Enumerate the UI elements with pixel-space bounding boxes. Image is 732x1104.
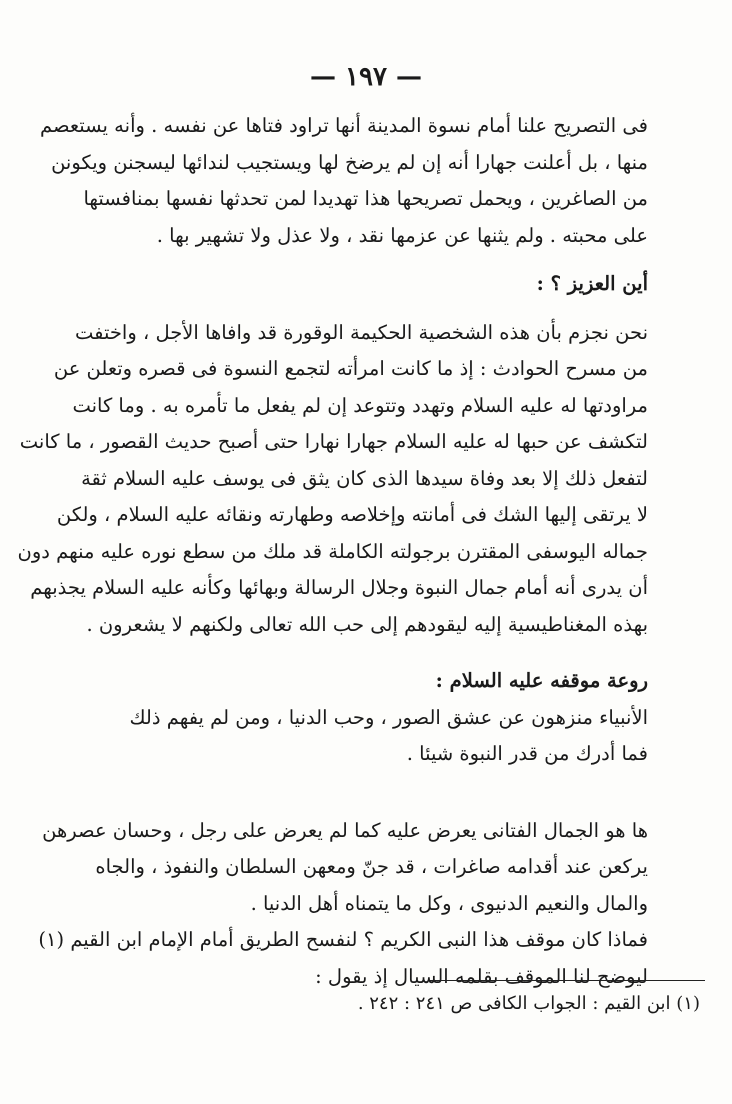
text-line: فى التصريح علنا أمام نسوة المدينة أنها تراود فتاها عن نفسه . وأنه يستعصم <box>39 114 648 137</box>
text-line: ليوضح لنا الموقف بقلمه السيال إذ يقول : <box>315 964 648 988</box>
text-line: لتكشف عن حبها له عليه السلام جهارا نهارا حتى أصبح حديث القصور ، ما كانت <box>19 430 648 453</box>
text-line: من الصاغرين ، ويحمل تصريحها هذا تهديدا لمن تحدثها نفسها بمنافستها <box>83 187 648 210</box>
paragraph-4 <box>42 813 648 923</box>
text-line: منها ، بل أعلنت جهارا أنه إن لم يرضخ لها ويستجيب لندائها ليسجنن ويكونن <box>51 150 648 174</box>
text-line: والمال والنعيم الدنيوى ، وكل ما يتمناه أهل الدنيا . <box>250 891 648 915</box>
text-line: بهذه المغناطيسية إليه ليقودهم إلى حب الله تعالى ولكنهم لا يشعرون . <box>86 612 648 636</box>
text-line: على محبته . ولم يثنها عن عزمها نقد ، ولا عذل ولا تشهير بها . <box>156 223 648 247</box>
paragraph-2 <box>17 315 648 644</box>
text-line: فما أدرك من قدر النبوة شيئا . <box>406 742 648 765</box>
text-line: مراودتها له عليه السلام وتهدد وتتوعد إن لم يفعل ما تأمره به . وما كانت <box>72 393 648 417</box>
text-line: فماذا كان موقف هذا النبى الكريم ؟ لنفسح الطريق أمام الإمام ابن القيم (١) <box>38 928 648 951</box>
footnote-divider <box>430 980 705 981</box>
text-line: أن يدرى أنه أمام جمال النبوة وجلال الرسالة وبهائها وكأنه عليه السلام يجذبهم <box>30 576 648 599</box>
section-heading-rawa: روعة موقفه عليه السلام : <box>435 669 648 692</box>
text-line: ها هو الجمال الفتانى يعرض عليه كما لم يعرض على رجل ، وحسان عصرهن <box>42 818 648 842</box>
footnote: (١) ابن القيم : الجواب الكافى ص ٢٤١ : ٢٤٢ . <box>357 993 700 1014</box>
text-line: جماله اليوسفى المقترن برجولته الكاملة قد ملك من سطع نوره عليه منهم دون <box>17 539 648 563</box>
section-heading-aziz: أين العزيز ؟ : <box>536 272 648 295</box>
text-line: لتفعل ذلك إلا بعد وفاة سيدها الذى كان يثق فى يوسف عليه السلام ثقة <box>81 466 648 490</box>
text-line: نحن نجزم بأن هذه الشخصية الحكيمة الوقورة قد وافاها الأجل ، واختفت <box>74 320 648 344</box>
text-line: الأنبياء منزهون عن عشق الصور ، وحب الدنيا ، ومن لم يفهم ذلك <box>129 705 648 729</box>
page-number: — ١٩٧ — <box>309 62 423 92</box>
text-line: من مسرح الحوادث : إذ ما كانت امرأته لتجمع النسوة فى قصره وتعلن عن <box>53 357 648 380</box>
paragraph-1 <box>39 108 648 254</box>
paragraph-5 <box>38 922 648 995</box>
text-line: لا يرتقى إليها الشك فى أمانته وإخلاصه وطهارته ونقائه عليه السلام ، ولكن <box>56 503 648 526</box>
text-line: يركعن عند أقدامه صاغرات ، قد جنّ ومعهن السلطان والنفوذ ، والجاه <box>95 855 648 878</box>
page-body <box>17 108 648 995</box>
paragraph-3 <box>130 700 648 773</box>
